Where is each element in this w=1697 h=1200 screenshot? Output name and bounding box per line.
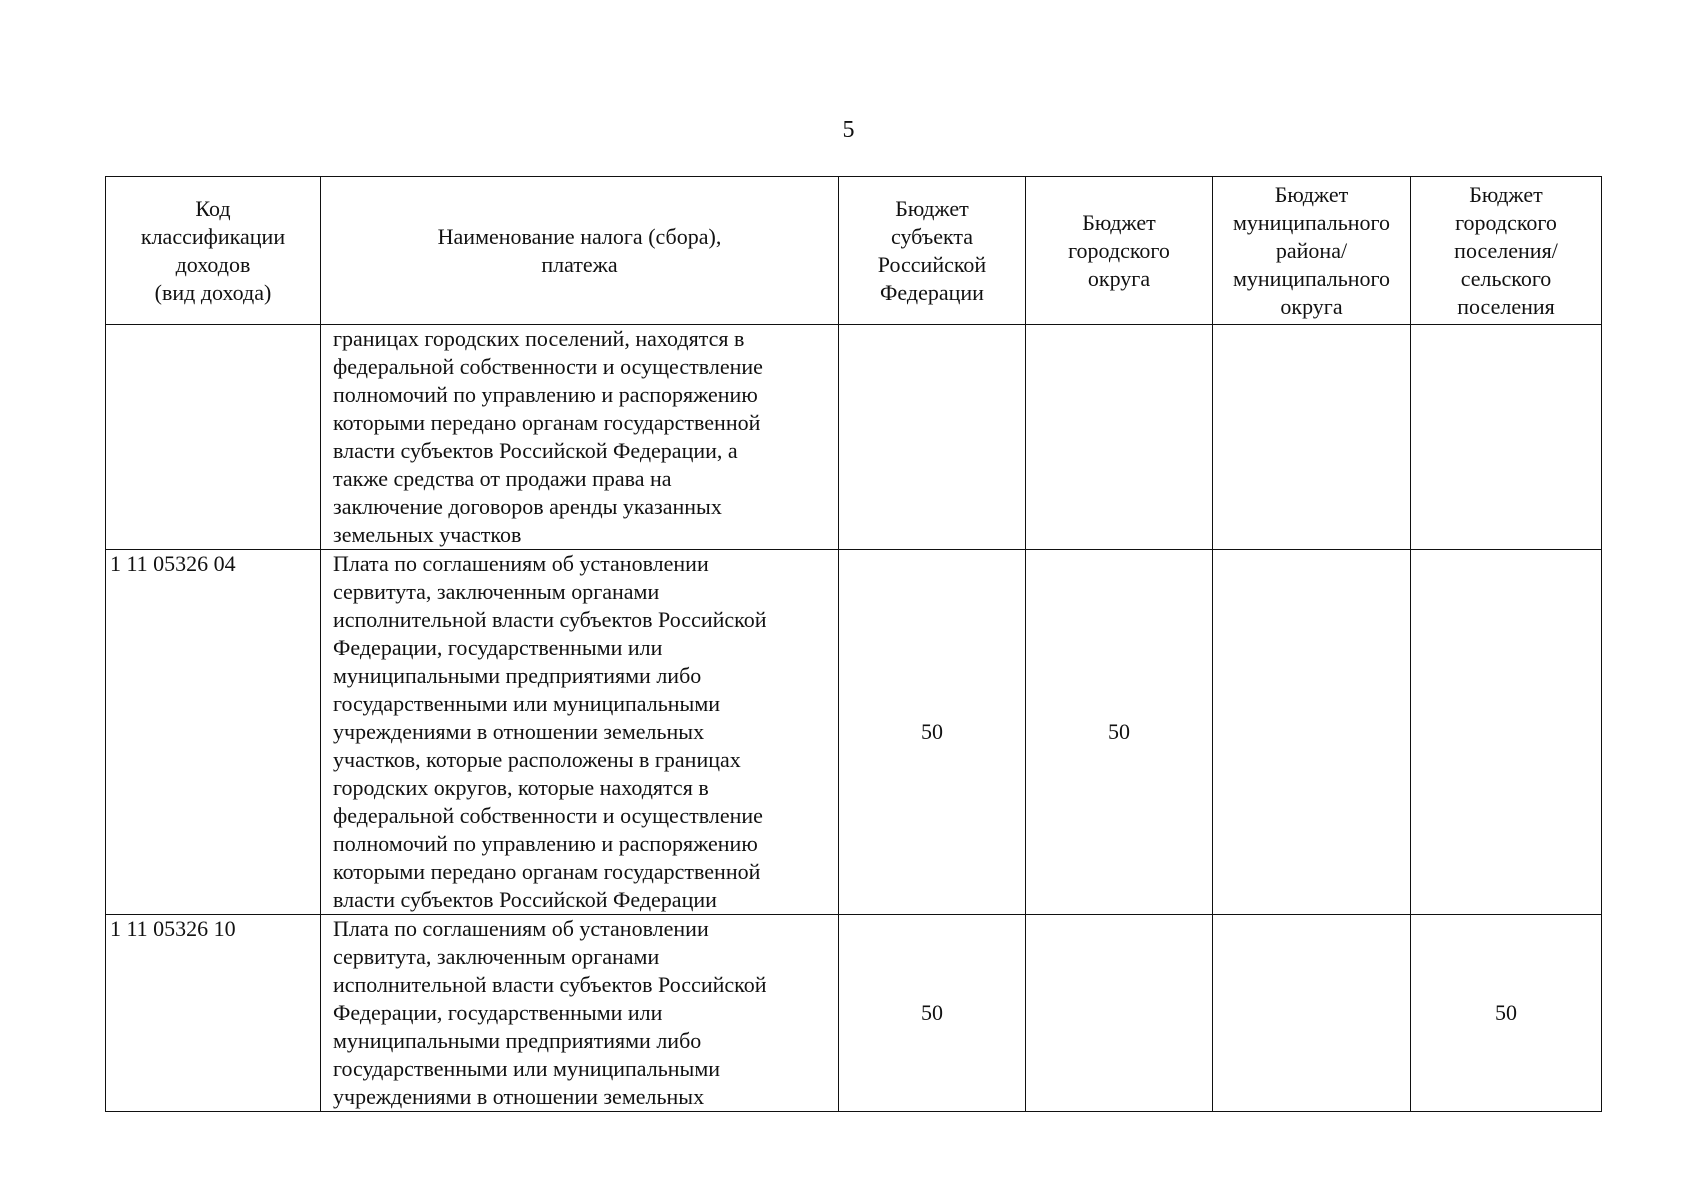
cell-subject-budget: 50 — [839, 550, 1026, 915]
table-row — [106, 915, 1602, 1112]
cell-settlement-budget — [1411, 325, 1602, 550]
cell-subject-budget — [839, 325, 1026, 550]
header-city-district-budget: Бюджет городского округа — [1026, 177, 1213, 325]
cell-name: Плата по соглашениям об установлении сервитута, заключенным органами исполнительной власти субъектов Российской Федерации, государственными или муниципальными предприятиями либо государственными или муниципальными учреждениями в отношении земельных участков, которые расположены в границах городских округов, которые находятся в федеральной собственности и осуществление полномочий по управлению и распоряжению которыми передано органам государственной власти субъектов Российской Федерации — [321, 550, 839, 915]
cell-city-district-budget — [1026, 915, 1213, 1112]
revenue-table-container — [105, 176, 1601, 1112]
table-header — [106, 177, 1602, 325]
header-name: Наименование налога (сбора), платежа — [321, 177, 839, 325]
cell-name: границах городских поселений, находятся в федеральной собственности и осуществление полномочий по управлению и распоряжению которыми передано органам государственной власти субъектов Российской Федерации, а также средства от продажи права на заключение договоров аренды указанных земельных участков — [321, 325, 839, 550]
header-settlement-budget: Бюджет городского поселения/ сельского поселения — [1411, 177, 1602, 325]
cell-city-district-budget: 50 — [1026, 550, 1213, 915]
header-code: Код классификации доходов (вид дохода) — [106, 177, 321, 325]
cell-city-district-budget — [1026, 325, 1213, 550]
header-subject-budget: Бюджет субъекта Российской Федерации — [839, 177, 1026, 325]
cell-code: 1 11 05326 10 — [106, 915, 321, 1112]
table-row — [106, 325, 1602, 550]
cell-name: Плата по соглашениям об установлении сервитута, заключенным органами исполнительной власти субъектов Российской Федерации, государственными или муниципальными предприятиями либо государственными или муниципальными учреждениями в отношении земельных — [321, 915, 839, 1112]
cell-municipal-district-budget — [1213, 325, 1411, 550]
page-number: 5 — [842, 117, 855, 143]
cell-settlement-budget: 50 — [1411, 915, 1602, 1112]
header-row — [106, 177, 1602, 325]
cell-code: 1 11 05326 04 — [106, 550, 321, 915]
cell-code — [106, 325, 321, 550]
table-body — [106, 325, 1602, 1112]
cell-subject-budget: 50 — [839, 915, 1026, 1112]
cell-municipal-district-budget — [1213, 915, 1411, 1112]
table-row — [106, 550, 1602, 915]
revenue-distribution-table — [105, 176, 1602, 1112]
header-municipal-district-budget: Бюджет муниципального района/ муниципального округа — [1213, 177, 1411, 325]
cell-settlement-budget — [1411, 550, 1602, 915]
cell-municipal-district-budget — [1213, 550, 1411, 915]
